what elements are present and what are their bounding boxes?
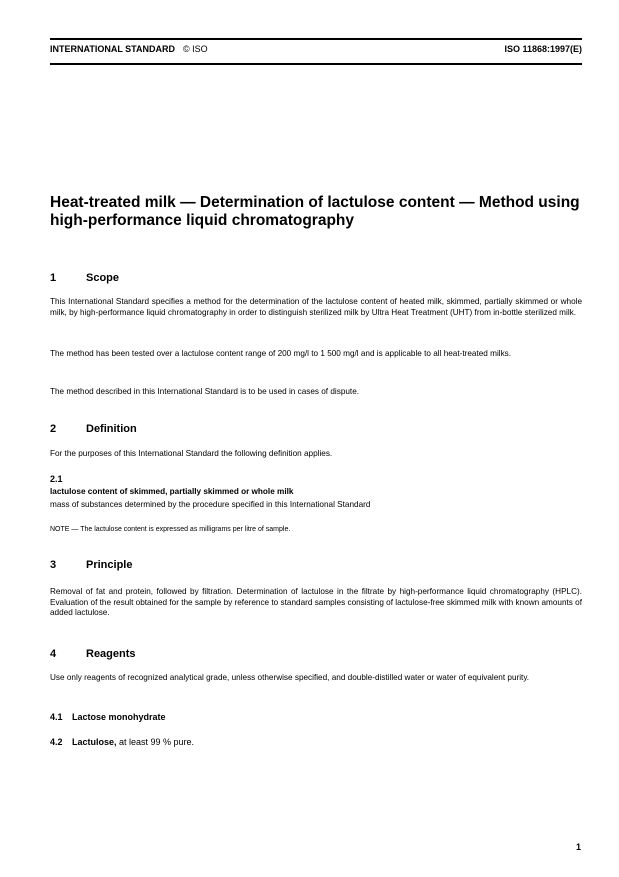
reagents-paragraph: Use only reagents of recognized analytical grade, unless otherwise specified, and double-distilled water or water of equivalent purity. — [50, 673, 530, 682]
header-standard-label — [50, 44, 208, 54]
section-heading-definition — [50, 423, 137, 435]
section-heading-scope — [50, 272, 119, 284]
section-number: 3 — [50, 559, 57, 571]
section-title: Scope — [86, 272, 120, 284]
document-title: Heat-treated milk — Determination of lactulose content — Method using high-performance liquid chromatography — [50, 194, 580, 229]
header-rule-top — [50, 38, 582, 40]
section-number: 4 — [50, 648, 57, 660]
definition-intro: For the purposes of this International Standard the following definition applies. — [50, 449, 333, 458]
definition-note: NOTE — The lactulose content is expressed as milligrams per litre of sample. — [50, 526, 291, 533]
definition-number: 2.1 — [50, 474, 63, 484]
section-heading-principle — [50, 559, 132, 571]
reagent-number: 4.2 — [50, 737, 63, 747]
definition-text: mass of substances determined by the procedure specified in this International Standard — [50, 500, 371, 509]
scope-paragraph-1: This International Standard specifies a method for the determination of the lactulose content of heated milk, skimmed, partially skimmed or whole milk, by high-performance liquid chromatography in order to distinguish sterilized milk by Ultra Heat Treatment (UHT) from in-bottle sterilized milk. — [50, 297, 582, 317]
scope-paragraph-3: The method described in this International Standard is to be used in cases of dispute. — [50, 387, 360, 396]
header-rule-bottom — [50, 63, 582, 65]
page-number: 1 — [575, 842, 581, 852]
section-number: 1 — [50, 272, 57, 284]
definition-term: lactulose content of skimmed, partially skimmed or whole milk — [50, 487, 294, 496]
reagent-label: Lactose monohydrate — [72, 712, 166, 722]
reagent-item-lactulose — [50, 737, 194, 747]
header-standard-number: ISO 11868:1997(E) — [504, 44, 582, 54]
scope-paragraph-2: The method has been tested over a lactulose content range of 200 mg/l to 1 500 mg/l and is applicable to all heat-treated milks. — [50, 349, 512, 358]
principle-paragraph: Removal of fat and protein, followed by filtration. Determination of lactulose in the filtrate by high-performance liquid chromatography (HPLC). Evaluation of the result obtained for the sample by reference to standard samples consisting of lactulose-free skimmed milk with known amounts of added lactulose. — [50, 587, 582, 618]
section-title: Principle — [86, 559, 133, 571]
reagent-item-lactose — [50, 712, 166, 722]
reagent-purity: at least 99 % pure. — [116, 737, 195, 747]
section-heading-reagents — [50, 648, 136, 660]
header-standard-text: INTERNATIONAL STANDARD — [50, 44, 175, 54]
reagent-number: 4.1 — [50, 712, 63, 722]
running-header — [50, 44, 582, 58]
section-number: 2 — [50, 423, 57, 435]
section-title: Reagents — [86, 648, 136, 660]
reagent-label: Lactulose, — [72, 737, 117, 747]
section-title: Definition — [86, 423, 137, 435]
header-copyright: © ISO — [183, 44, 208, 54]
